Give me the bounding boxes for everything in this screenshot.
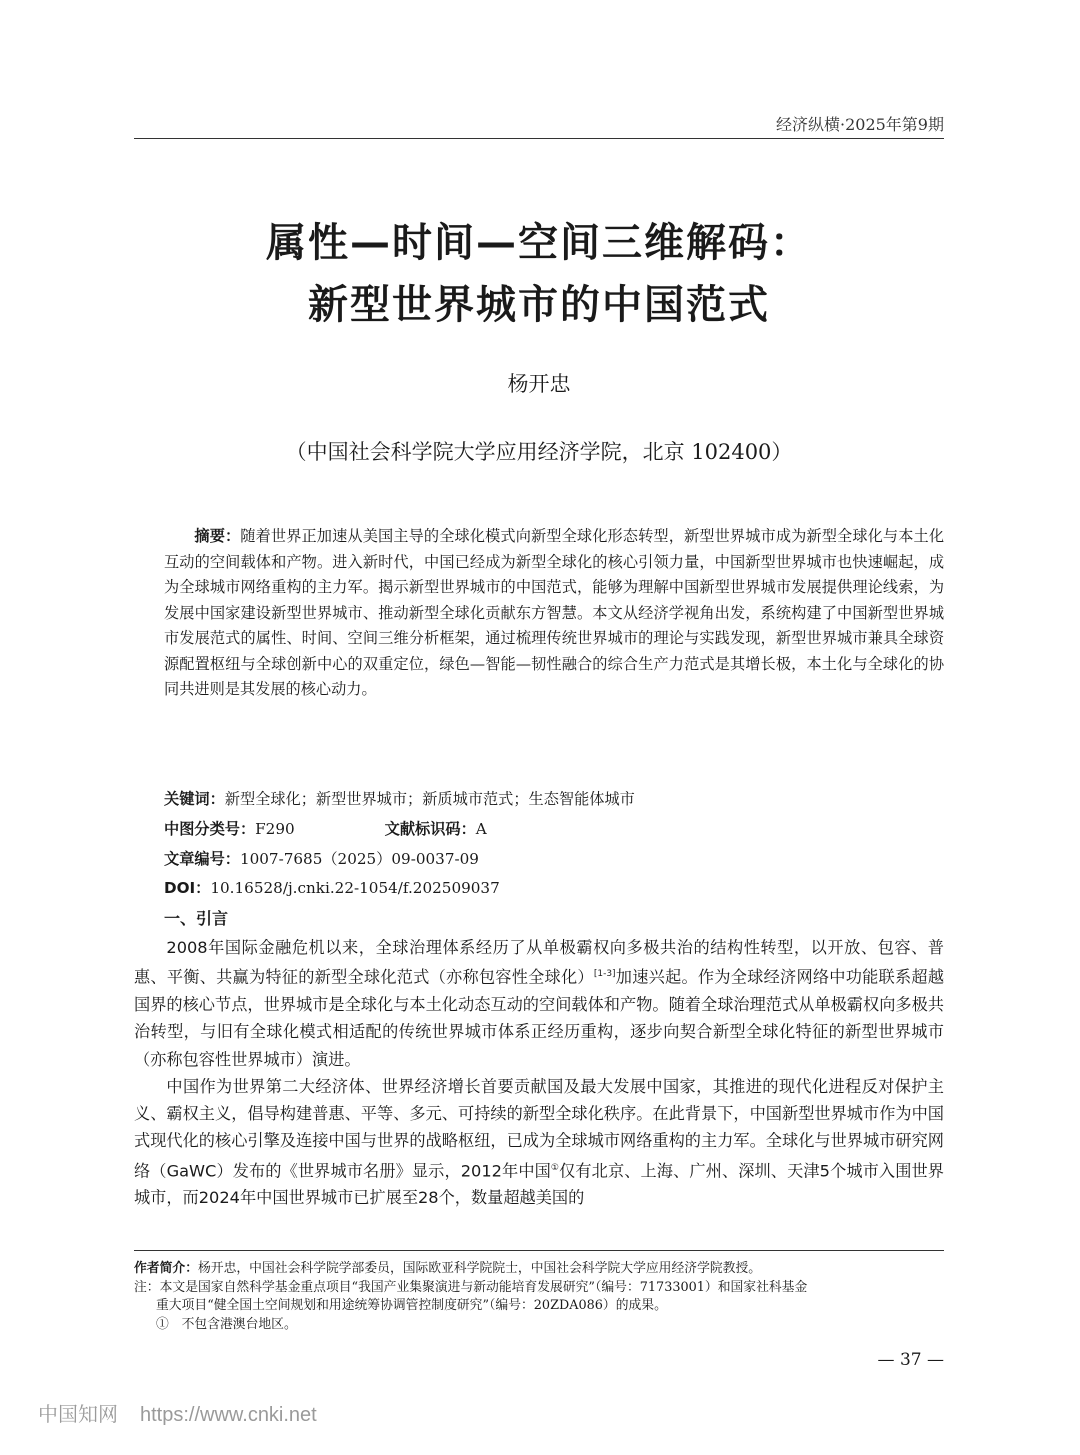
section-heading-introduction: 一、引言 [164,909,229,928]
doi-line [164,877,944,899]
watermark [38,1398,317,1427]
watermark-url[interactable]: https://www.cnki.net [140,1404,317,1426]
doi-value[interactable]: 10.16528/j.cnki.22-1054/f.202509037 [210,879,500,897]
article-number-line [164,848,944,870]
author-name: 杨开忠 [507,372,571,396]
keywords-line [164,788,944,810]
article-title [134,212,944,336]
doi-label: DOI： [164,879,211,897]
paragraph: 2008年国际金融危机以来，全球治理体系经历了从单极霸权向多极共治的结构性转型，以开放、包容、普惠、平衡、共赢为特征的新型全球化范式（亦称包容性全球化）[1-3]加速兴起。作为全球经济网络中功能联系超越国界的核心节点，世界城市是全球化与本土化动态互动的空间载体和产物。随着全球治理范式从单极霸权向多极共治转型，与旧有全球化模式相适配的传统世界城市体系正经历重构，逐步向契合新型全球化特征的新型世界城市（亦称包容性世界城市）演进。 [134,938,945,1069]
abstract-label: 摘要： [194,527,241,545]
doc-code-label: 文献标识码： [384,820,476,838]
abstract [164,524,944,703]
clc-value: F290 [255,820,295,838]
footnote-rule [134,1250,944,1251]
page-number: — 37 — [877,1350,944,1370]
classification-line [164,818,944,840]
funding-note: 注：本文是国家自然科学基金重点项目“我国产业集聚演进与新动能培育发展研究”（编号：71733001）和国家社科基金 [134,1279,808,1295]
watermark-brand: 中国知网 [38,1404,118,1426]
footnotes [134,1260,944,1334]
abstract-text: 随着世界正加速从美国主导的全球化模式向新型全球化形态转型，新型世界城市成为新型全球化与本土化互动的空间载体和产物。进入新时代，中国已经成为新型全球化的核心引领力量，中国新型世界城市也快速崛起，成为全球城市网络重构的主力军。揭示新型世界城市的中国范式，能够为理解中国新型世界城市发展提供理论线索，为发展中国家建设新型世界城市、推动新型全球化贡献东方智慧。本文从经济学视角出发，系统构建了中国新型世界城市发展范式的属性、时间、空间三维分析框架，通过梳理传统世界城市的理论与实践发现，新型世界城市兼具全球资源配置枢纽与全球创新中心的双重定位，绿色—智能—韧性融合的综合生产力范式是其增长极，本土化与全球化的协同共进则是其发展的核心动力。 [164,527,945,698]
citation-ref[interactable]: [1-3] [593,969,616,980]
title-line-1: 属性—时间—空间三维解码： [266,220,812,266]
body-text [134,934,944,1212]
funding-note-cont: 重大项目“健全国土空间规划和用途统筹协调管控制度研究”（编号：20ZDA086）的成果。 [156,1298,667,1313]
doc-code-value: A [475,820,487,838]
paragraph: 中国作为世界第二大经济体、世界经济增长首要贡献国及最大发展中国家，其推进的现代化进程反对保护主义、霸权主义，倡导构建普惠、平等、多元、可持续的新型全球化秩序。在此背景下，中国新型世界城市作为中国式现代化的核心引擎及连接中国与世界的战略枢纽，已成为全球城市网络重构的主力军。全球化与世界城市研究网络（GaWC）发布的《世界城市名册》显示，2012年中国①仅有北京、上海、广州、深圳、天津5个城市入围世界城市，而2024年中国世界城市已扩展至28个，数量超越美国的 [134,1076,944,1208]
author-affiliation: （中国社会科学院大学应用经济学院，北京 102400） [285,440,793,464]
article-no-label: 文章编号： [164,850,240,868]
keywords-value: 新型全球化；新型世界城市；新质城市范式；生态智能体城市 [224,790,635,808]
clc-label: 中图分类号： [164,820,256,838]
footnote-1: ① 不包含港澳台地区。 [156,1316,297,1332]
author-bio: 作者简介：杨开忠，中国社会科学院学部委员，国际欧亚科学院院士，中国社会科学院大学应用经济学院教授。 [134,1261,762,1276]
footnote-ref[interactable]: ① [550,1162,560,1173]
running-header: 经济纵横·2025年第9期 [776,115,944,134]
keywords-label: 关键词： [164,790,225,808]
article-no-value: 1007-7685（2025）09-0037-09 [239,850,479,868]
title-line-2: 新型世界城市的中国范式 [308,282,770,328]
header-rule [134,138,944,139]
